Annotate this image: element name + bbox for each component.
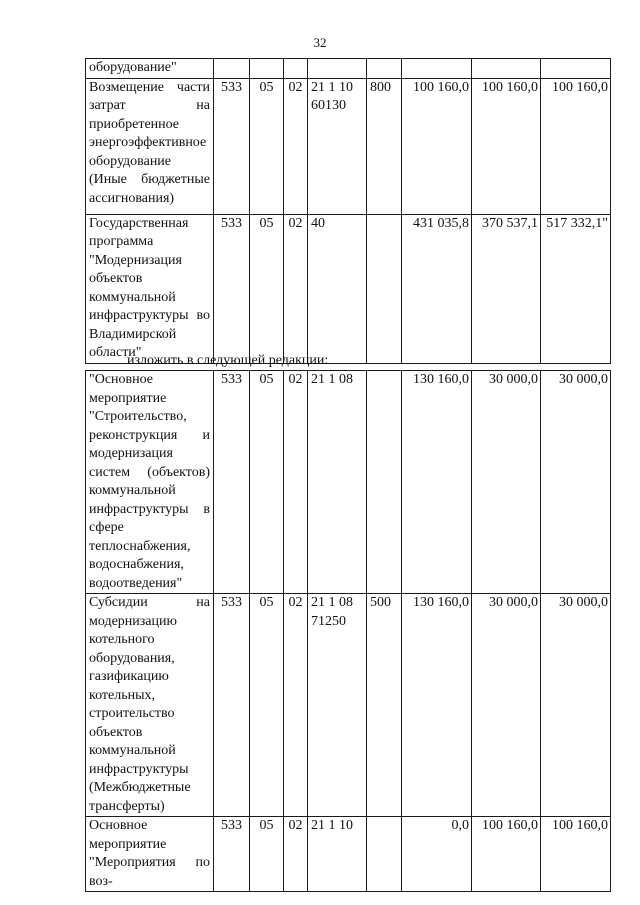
- subsection-cell: 02: [284, 371, 308, 594]
- target-article-cell: 21 1 10 60130: [308, 78, 367, 214]
- amount-year-1-cell: [402, 59, 472, 79]
- expense-type-cell: [367, 59, 402, 79]
- page-number: 32: [313, 35, 327, 50]
- target-article-cell: 21 1 08: [308, 371, 367, 594]
- section-cell: 05: [250, 371, 284, 594]
- table-row: [86, 594, 611, 817]
- subsection-cell: 02: [284, 214, 308, 363]
- item-name-cell: оборудование": [86, 59, 214, 79]
- item-name-cell: Основное мероприятие "Мероприятия по воз-: [86, 817, 214, 892]
- section-cell: 05: [250, 214, 284, 363]
- target-article-cell: 21 1 10: [308, 817, 367, 892]
- amount-year-3-cell: 30 000,0: [541, 371, 611, 594]
- amount-year-1-cell: 431 035,8: [402, 214, 472, 363]
- subsection-cell: 02: [284, 78, 308, 214]
- target-article-cell: [308, 59, 367, 79]
- item-name-cell: Государственная программа "Модернизация объектов коммунальной инфраструктуры во Владимирской области": [86, 214, 214, 363]
- expense-type-cell: 800: [367, 78, 402, 214]
- target-article-cell: 40: [308, 214, 367, 363]
- table-row: [86, 59, 611, 79]
- amount-year-1-cell: 130 160,0: [402, 594, 472, 817]
- target-article-cell: 21 1 08 71250: [308, 594, 367, 817]
- amount-year-1-cell: 0,0: [402, 817, 472, 892]
- amount-year-3-cell: 30 000,0: [541, 594, 611, 817]
- item-name-cell: "Основное мероприятие "Строительство, реконструкция и модернизация систем (объектов) коммунальной инфраструктуры в сфере теплоснабжения, водоснабжения, водоотведения": [86, 371, 214, 594]
- item-name-cell: Возмещение части затрат на приобретенное энергоэффективное оборудование (Иные бюджетные ассигнования): [86, 78, 214, 214]
- table-row: [86, 817, 611, 892]
- item-name-cell: Субсидии на модернизацию котельного оборудования, газификацию котельных, строительство объектов коммунальной инфраструктуры (Межбюджетные трансферты): [86, 594, 214, 817]
- amount-year-2-cell: 370 537,1: [472, 214, 541, 363]
- amount-year-1-cell: 100 160,0: [402, 78, 472, 214]
- table-row: [86, 371, 611, 594]
- ministry-code-cell: 533: [214, 594, 250, 817]
- table-row: [86, 78, 611, 214]
- amount-year-3-cell: [541, 59, 611, 79]
- section-cell: 05: [250, 594, 284, 817]
- ministry-code-cell: 533: [214, 78, 250, 214]
- amount-year-2-cell: [472, 59, 541, 79]
- expense-type-cell: 500: [367, 594, 402, 817]
- amount-year-3-cell: 100 160,0: [541, 78, 611, 214]
- expense-type-cell: [367, 371, 402, 594]
- amendment-statement: изложить в следующей редакции:: [127, 353, 329, 368]
- expense-type-cell: [367, 214, 402, 363]
- amount-year-3-cell: 100 160,0: [541, 817, 611, 892]
- section-cell: 05: [250, 78, 284, 214]
- subsection-cell: 02: [284, 594, 308, 817]
- budget-table-before: [85, 58, 611, 364]
- subsection-cell: 02: [284, 817, 308, 892]
- amount-year-1-cell: 130 160,0: [402, 371, 472, 594]
- ministry-code-cell: 533: [214, 371, 250, 594]
- expense-type-cell: [367, 817, 402, 892]
- amount-year-3-cell: 517 332,1": [541, 214, 611, 363]
- ministry-code-cell: 533: [214, 817, 250, 892]
- amount-year-2-cell: 30 000,0: [472, 594, 541, 817]
- section-cell: [250, 59, 284, 79]
- subsection-cell: [284, 59, 308, 79]
- section-cell: 05: [250, 817, 284, 892]
- ministry-code-cell: 533: [214, 214, 250, 363]
- ministry-code-cell: [214, 59, 250, 79]
- amount-year-2-cell: 30 000,0: [472, 371, 541, 594]
- amount-year-2-cell: 100 160,0: [472, 817, 541, 892]
- table-row: [86, 214, 611, 363]
- amount-year-2-cell: 100 160,0: [472, 78, 541, 214]
- budget-table-after: [85, 370, 611, 892]
